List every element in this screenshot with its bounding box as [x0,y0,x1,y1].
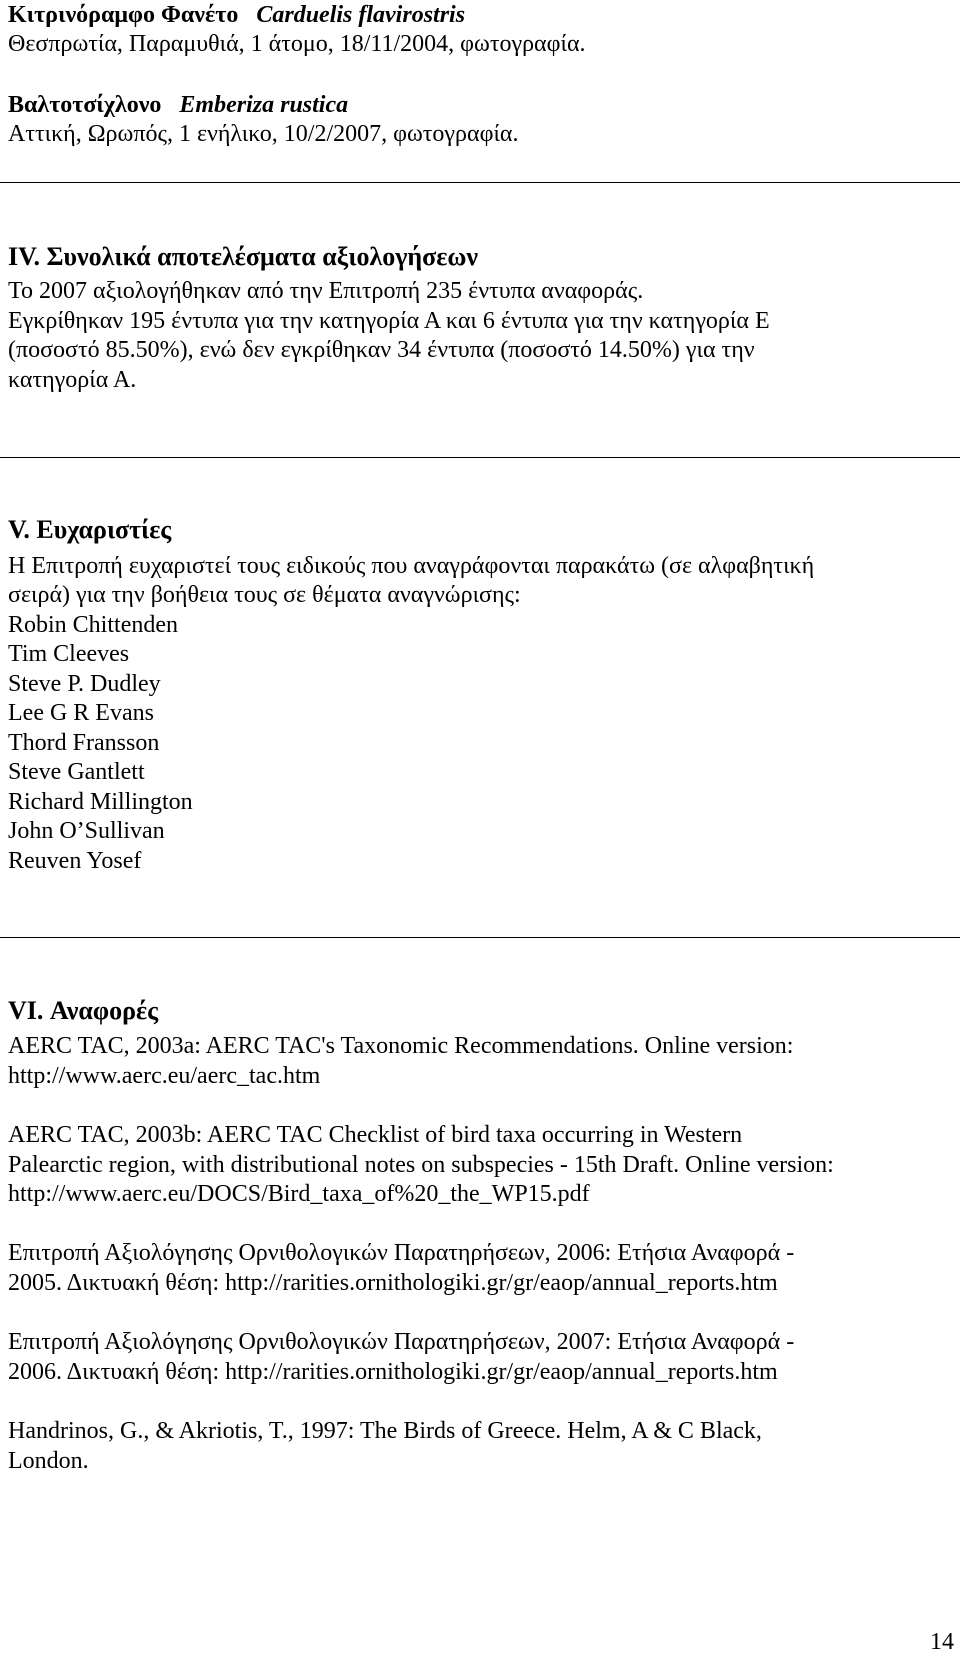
reference-line: London. [8,1448,89,1474]
paragraph-line: (ποσοστό 85.50%), ενώ δεν εγκρίθηκαν 34 έντυπα (ποσοστό 14.50%) για την [8,337,755,363]
section-divider [0,457,960,458]
section-heading-v: V. Ευχαριστίες [8,515,172,544]
reference-line: 2006. Δικτυακή θέση: http://rarities.ornithologiki.gr/gr/eaop/annual_reports.htm [8,1359,778,1385]
paragraph-line: Το 2007 αξιολογήθηκαν από την Επιτροπή 235 έντυπα αναφοράς. [8,278,644,304]
reference-link[interactable]: http://www.aerc.eu/DOCS/Bird_taxa_of%20_the_WP15.pdf [8,1181,590,1207]
acknowledged-name: Steve Gantlett [8,759,145,785]
species-title [8,0,465,30]
acknowledged-name: Steve P. Dudley [8,671,161,697]
reference-line: 2005. Δικτυακή θέση: http://rarities.ornithologiki.gr/gr/eaop/annual_reports.htm [8,1270,778,1296]
section-heading-iv: IV. Συνολικά αποτελέσματα αξιολογήσεων [8,242,479,271]
reference-line: Επιτροπή Αξιολόγησης Ορνιθολογικών Παρατηρήσεων, 2007: Ετήσια Αναφορά - [8,1329,795,1355]
species-latin-name: Carduelis flavirostris [256,2,466,28]
species-record: Θεσπρωτία, Παραμυθιά, 1 άτομο, 18/11/2004, φωτογραφία. [8,31,586,57]
paragraph-line: Η Επιτροπή ευχαριστεί τους ειδικούς που αναγράφονται παρακάτω (σε αλφαβητική [8,553,815,579]
acknowledged-name: John O’Sullivan [8,818,165,844]
section-heading-vi: VI. Αναφορές [8,996,159,1025]
acknowledged-name: Reuven Yosef [8,848,142,874]
reference-line: Handrinos, G., & Akriotis, T., 1997: The Birds of Greece. Helm, A & C Black, [8,1418,762,1444]
paragraph-line: Εγκρίθηκαν 195 έντυπα για την κατηγορία Α και 6 έντυπα για την κατηγορία Ε [8,308,770,334]
acknowledged-name: Richard Millington [8,789,193,815]
acknowledged-name: Tim Cleeves [8,641,130,667]
species-greek-name: Κιτρινόραμφο Φανέτο [8,2,239,28]
reference-line: AERC TAC, 2003b: AERC TAC Checklist of bird taxa occurring in Western [8,1122,743,1148]
page-number: 14 [930,1629,954,1655]
reference-link[interactable]: http://www.aerc.eu/aerc_tac.htm [8,1063,321,1089]
acknowledged-name: Lee G R Evans [8,700,154,726]
reference-line: Palearctic region, with distributional notes on subspecies - 15th Draft. Online version: [8,1152,834,1178]
paragraph-line: σειρά) για την βοήθεια τους σε θέματα αναγνώρισης: [8,582,521,608]
species-latin-name: Emberiza rustica [179,92,349,118]
acknowledged-name: Robin Chittenden [8,612,178,638]
reference-line: Επιτροπή Αξιολόγησης Ορνιθολογικών Παρατηρήσεων, 2006: Ετήσια Αναφορά - [8,1240,795,1266]
species-record: Αττική, Ωρωπός, 1 ενήλικο, 10/2/2007, φωτογραφία. [8,121,519,147]
species-title [8,90,348,120]
species-greek-name: Βαλτοτσίχλονο [8,92,162,118]
section-divider [0,937,960,938]
acknowledged-name: Thord Fransson [8,730,160,756]
reference-line: AERC TAC, 2003a: AERC TAC's Taxonomic Recommendations. Online version: [8,1033,794,1059]
paragraph-line: κατηγορία Α. [8,367,137,393]
section-divider [0,182,960,183]
